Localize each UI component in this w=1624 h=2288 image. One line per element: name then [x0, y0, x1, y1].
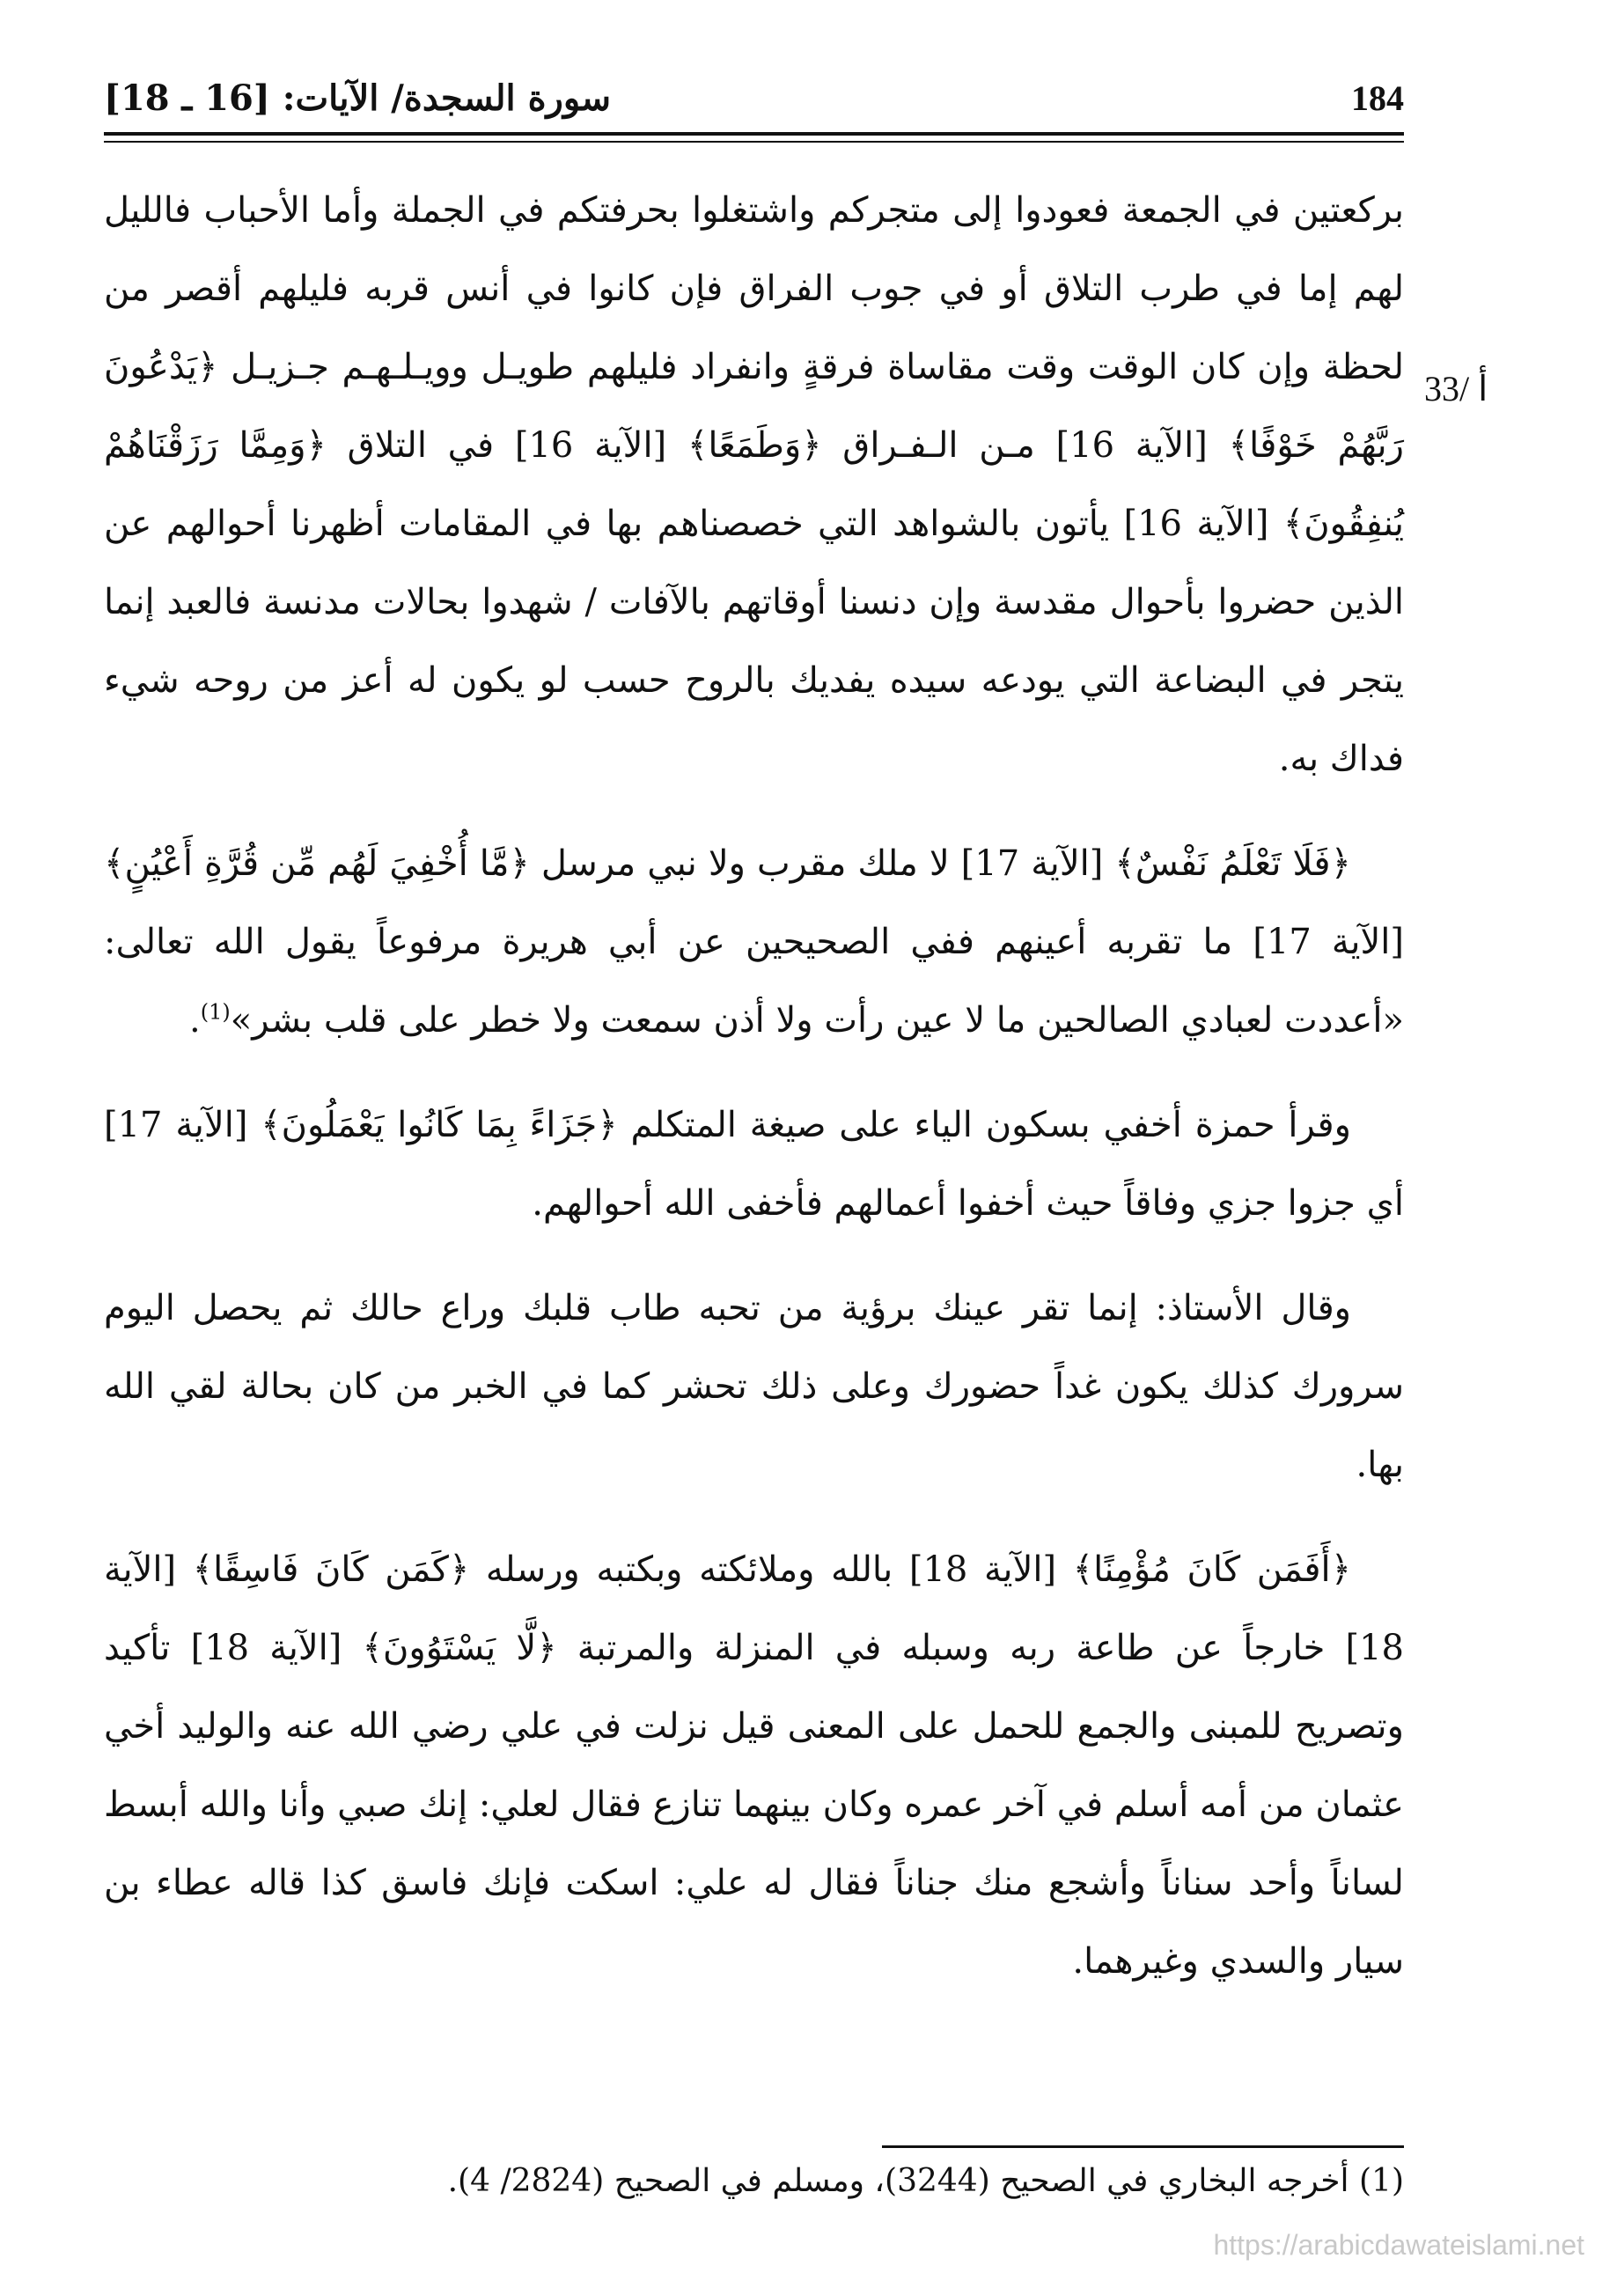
- header-rule-thin: [104, 141, 1404, 143]
- paragraph-5: ﴿أَفَمَن كَانَ مُؤْمِنًا﴾ [الآية 18] بالله وملائكته وبكتبه ورسله ﴿كَمَن كَانَ فَاسِقًا﴾ [الآية 18] خارجاً عن طاعة ربه وسبله في المنزلة والمرتبة ﴿لَّا يَسْتَوُونَ﴾ [الآية 18] تأكيد وتصريح للمبنى والجمع للحمل على المعنى قيل نزلت في علي رضي الله عنه والوليد أخي عثمان من أمه أسلم في آخر عمره وكان بينهما تنازع فقال لعلي: إنك صبي وأنا والله أبسط لساناً وأحد سناناً وأشجع منك جناناً فقال له علي: اسكت فإنك فاسق كذا قاله عطاء بن سيار والسدي وغيرهما.: [104, 1549, 1405, 1982]
- footnote-separator: [882, 2145, 1404, 2148]
- footnote-reference: (1): [200, 999, 231, 1025]
- paragraph-1: بركعتين في الجمعة فعودوا إلى متجركم واشتغلوا بحرفتكم في الجملة وأما الأحباب فالليل لهم إما في طرب التلاق أو في جوب الفراق فإن كانوا في أنس قربه فليلهم أقصر من لحظة وإن كان الوقت وقت مقاساة فرقةٍ وانفراد فليلهم طويـل وويـلـهـم جـزيـل ﴿يَدْعُونَ رَبَّهُمْ خَوْفًا﴾ [الآية 16] مـن الـفـراق ﴿وَطَمَعًا﴾ [الآية 16] في التلاق ﴿وَمِمَّا رَزَقْنَاهُمْ يُنفِقُونَ﴾ [الآية 16] يأتون بالشواهد التي خصصناهم بها في المقامات أظهرنا أحوالهم عن الذين حضروا بأحوال مقدسة وإن دنسنا أوقاتهم بالآفات / شهدوا بحالات مدنسة فالعبد إنما يتجر في البضاعة التي يودعه سيده يفديك بالروح حسب لو يكون له أعز من روحه شيء فداك به.: [104, 190, 1405, 779]
- watermark-url: https://arabicdawateislami.net: [1213, 2229, 1584, 2261]
- page-number: 184: [1351, 78, 1404, 118]
- paragraph-2: [104, 825, 1404, 1060]
- header-rule-thick: [104, 132, 1404, 136]
- body-text: [104, 172, 1404, 2001]
- footnote: (1) أخرجه البخاري في الصحيح (3244)، ومسلم في الصحيح (2824/ 4).: [447, 2163, 1404, 2199]
- paragraph-3: وقرأ حمزة أخفي بسكون الياء على صيغة المتكلم ﴿جَزَاءً بِمَا كَانُوا يَعْمَلُونَ﴾ [الآية 17] أي جزوا جزي وفاقاً حيث أخفوا أعمالهم فأخفى الله أحوالهم.: [104, 1105, 1404, 1224]
- paragraph-2-text: ﴿فَلَا تَعْلَمُ نَفْسٌ﴾ [الآية 17] لا ملك مقرب ولا نبي مرسل ﴿مَّا أُخْفِيَ لَهُم مِّن قُرَّةِ أَعْيُنٍ﴾ [الآية 17] ما تقربه أعينهم ففي الصحيحين عن أبي هريرة مرفوعاً يقول الله تعالى: «أعددت لعبادي الصالحين ما لا عين رأت ولا أذن سمعت ولا خطر على قلب بشر»: [104, 843, 1404, 1041]
- page-header: [104, 77, 1404, 130]
- paragraph-4: وقال الأستاذ: إنما تقر عينك برؤية من تحبه طاب قلبك وراع حالك ثم يحصل اليوم سرورك كذلك يكون غداً حضورك وعلى ذلك تحشر كما في الخبر من كان بحالة لقي الله بها.: [104, 1288, 1404, 1485]
- running-title: سورة السجدة/ الآيات: [16 ـ 18]: [104, 77, 612, 119]
- manuscript-folio-note: 33/ أ: [1424, 369, 1488, 408]
- paragraph-2-end: .: [189, 1000, 201, 1041]
